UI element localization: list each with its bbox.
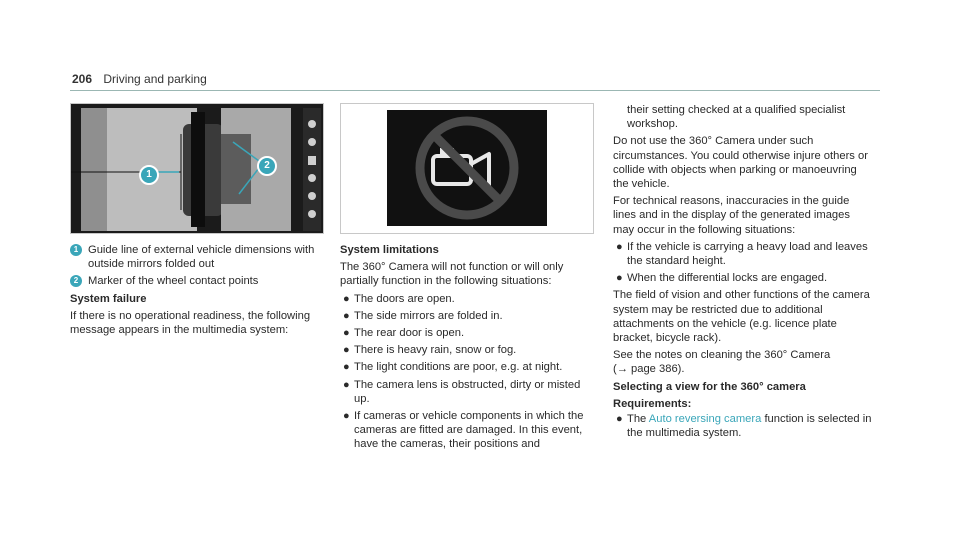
system-limitations-heading: System limitations	[340, 244, 439, 256]
camera-view-figure	[70, 103, 324, 234]
page-number: 206	[72, 72, 93, 86]
continuation-text: their setting checked at a qualified specialist workshop.	[627, 104, 846, 131]
legend-badge-2: 2	[70, 275, 82, 287]
column-3	[613, 103, 873, 443]
section-title: Driving and parking	[103, 72, 207, 86]
limitations-list	[340, 292, 594, 452]
list-item: ● If cameras or vehicle components in which the cameras are fitted are damaged. In this event, have the cameras, their positions and	[343, 410, 584, 451]
legend-badge-1: 1	[70, 244, 82, 256]
column-1	[70, 103, 324, 340]
camera-view-image	[71, 104, 324, 234]
requirements-list	[613, 412, 873, 440]
selecting-view-heading: Selecting a view for the 360° camera	[613, 380, 806, 393]
header-rule	[70, 90, 880, 91]
callout-2: 2	[257, 156, 277, 176]
list-item: ● The Auto reversing camera function is selected in the multimedia system.	[616, 413, 872, 440]
system-limitations-intro: The 360° Camera will not function or will only partially function in the following situations:	[340, 261, 564, 288]
inaccuracies-list	[613, 240, 873, 286]
legend-text-2: Marker of the wheel contact points	[88, 275, 259, 288]
legend-text-1: Guide line of external vehicle dimensions with outside mirrors folded out	[88, 244, 315, 271]
warning-paragraph: Do not use the 360° Camera under such circumstances. You could otherwise injure others or collide with objects when parking or manoeuvring the vehicle.	[613, 135, 868, 191]
cleaning-notes-paragraph: See the notes on cleaning the 360° Camera (→ page 386).	[613, 349, 831, 376]
legend-item-2	[70, 274, 324, 288]
list-item: ● There is heavy rain, snow or fog.	[343, 344, 517, 357]
list-item: ● When the differential locks are engaged.	[616, 272, 828, 285]
legend-item-1	[70, 243, 324, 271]
list-item: ● The rear door is open.	[343, 327, 465, 340]
callout-1: 1	[139, 165, 159, 185]
list-item: ● The doors are open.	[343, 292, 455, 305]
system-failure-heading: System failure	[70, 292, 147, 305]
system-failure-text: If there is no operational readiness, the following message appears in the multimedia system:	[70, 309, 311, 337]
page-header	[72, 72, 207, 86]
page-reference-link[interactable]: (→ page 386).	[613, 363, 685, 376]
requirements-heading: Requirements:	[613, 397, 692, 410]
list-item: ● The light conditions are poor, e.g. at night.	[343, 361, 563, 374]
inaccuracies-paragraph: For technical reasons, inaccuracies in the guide lines and in the display of the generated images may occur in the following situations:	[613, 195, 850, 236]
camera-unavailable-figure	[340, 103, 594, 234]
list-item: ● The side mirrors are folded in.	[343, 309, 503, 322]
list-item: ● The camera lens is obstructed, dirty or misted up.	[343, 378, 581, 405]
list-item: ● If the vehicle is carrying a heavy load and leaves the standard height.	[616, 240, 868, 268]
camera-unavailable-image	[341, 104, 593, 233]
column-2	[340, 103, 594, 455]
field-of-vision-paragraph: The field of vision and other functions of the camera system may be restricted due to additional attachments on the vehicle (e.g. licence plate bracket, bicycle rack).	[613, 289, 870, 345]
auto-reversing-camera-link[interactable]: Auto reversing camera	[648, 413, 762, 426]
